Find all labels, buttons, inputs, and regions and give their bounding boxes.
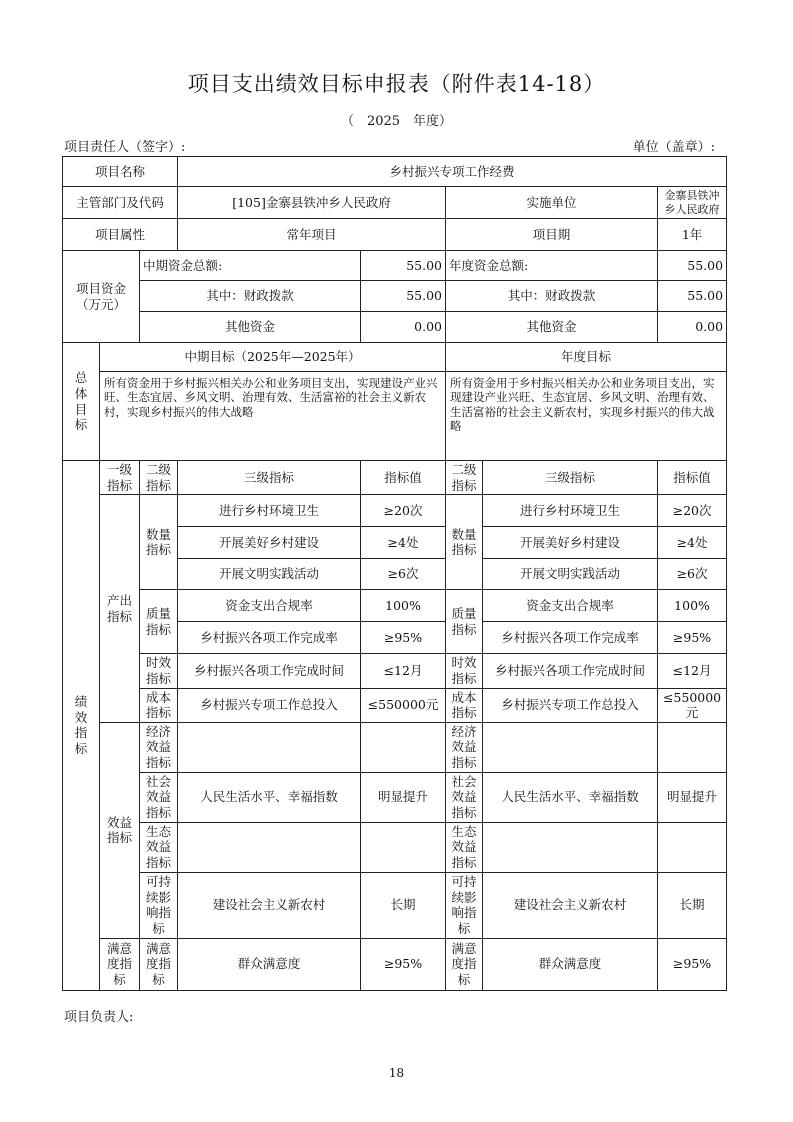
value-header-year: 指标值 bbox=[658, 461, 727, 495]
perf-indicators-label: 绩 效 指 标 bbox=[63, 461, 100, 991]
sustainable-label-year: 可持 续影 响指 标 bbox=[446, 872, 483, 938]
indicator-name: 乡村振兴专项工作总投入 bbox=[178, 688, 361, 722]
project-period-label: 项目期 bbox=[446, 219, 658, 251]
dept-label: 主管部门及代码 bbox=[63, 187, 178, 219]
indicator-name: 乡村振兴各项工作完成率 bbox=[483, 622, 658, 654]
indicator-name: 开展文明实践活动 bbox=[483, 559, 658, 590]
indicator-value: ≥20次 bbox=[658, 495, 727, 527]
indicator-name: 开展美好乡村建设 bbox=[483, 527, 658, 559]
benefit-indicators-label: 效益 指标 bbox=[100, 722, 140, 938]
indicator-name: 乡村振兴各项工作完成时间 bbox=[178, 654, 361, 688]
quantity-label-year: 数量 指标 bbox=[446, 495, 483, 590]
indicator-value: 长期 bbox=[658, 872, 727, 938]
indicator-value: ≥95% bbox=[658, 938, 727, 990]
satisfaction-sub-label-year: 满意 度指 标 bbox=[446, 938, 483, 990]
indicator-value: ≥95% bbox=[361, 622, 446, 654]
performance-target-table bbox=[62, 156, 727, 991]
indicator-name: 进行乡村环境卫生 bbox=[483, 495, 658, 527]
indicator-name: 建设社会主义新农村 bbox=[483, 872, 658, 938]
project-name-label: 项目名称 bbox=[63, 157, 178, 187]
indicator-value: 明显提升 bbox=[361, 772, 446, 822]
satisfaction-label: 满意 度指 标 bbox=[100, 938, 140, 990]
page-title: 项目支出绩效目标申报表（附件表14-18） bbox=[187, 72, 606, 96]
level3-header: 三级指标 bbox=[178, 461, 361, 495]
year-goal-text: 所有资金用于乡村振兴相关办公和业务项目支出，实现建设产业兴旺、生态宜居、乡风文明、治理有效、生活富裕的社会主义新农村，实现乡村振兴的伟大战略 bbox=[446, 372, 727, 461]
indicator-name: 乡村振兴各项工作完成率 bbox=[178, 622, 361, 654]
indicator-value: 100% bbox=[658, 590, 727, 622]
indicator-value: 100% bbox=[361, 590, 446, 622]
indicator-value: ≥6次 bbox=[361, 559, 446, 590]
level2-header-year: 二级 指标 bbox=[446, 461, 483, 495]
indicator-value: ≤550000元 bbox=[361, 688, 446, 722]
output-indicators-label: 产出 指标 bbox=[100, 495, 140, 723]
indicator-name: 开展美好乡村建设 bbox=[178, 527, 361, 559]
indicator-name: 资金支出合规率 bbox=[483, 590, 658, 622]
project-name-value: 乡村振兴专项工作经费 bbox=[178, 157, 727, 187]
indicator-name: 群众满意度 bbox=[178, 938, 361, 990]
empty-cell bbox=[178, 722, 361, 772]
indicator-name: 人民生活水平、幸福指数 bbox=[483, 772, 658, 822]
indicator-value: ≤12月 bbox=[361, 654, 446, 688]
funds-label: 项目资金 （万元） bbox=[63, 251, 140, 343]
mid-goal-header: 中期目标（2025年—2025年） bbox=[100, 343, 446, 372]
empty-cell bbox=[658, 822, 727, 872]
indicator-value: ≥95% bbox=[361, 938, 446, 990]
ecological-label: 生态 效益 指标 bbox=[140, 822, 178, 872]
empty-cell bbox=[361, 722, 446, 772]
year-other-value: 0.00 bbox=[658, 312, 727, 343]
unit-seal-label: 单位（盖章）: bbox=[632, 140, 715, 155]
mid-total-label: 中期资金总额: bbox=[140, 251, 361, 281]
project-period-value: 1年 bbox=[658, 219, 727, 251]
impl-unit-value: 金寨县铁冲乡人民政府 bbox=[658, 187, 727, 219]
dept-value: [105]金寨县铁冲乡人民政府 bbox=[178, 187, 446, 219]
owner-label: 项目责任人（签字）: bbox=[64, 140, 186, 155]
indicator-value: ≥4处 bbox=[658, 527, 727, 559]
indicator-name: 群众满意度 bbox=[483, 938, 658, 990]
quality-label-year: 质量 指标 bbox=[446, 590, 483, 654]
year-fiscal-label: 其中：财政拨款 bbox=[446, 281, 658, 312]
indicator-name: 进行乡村环境卫生 bbox=[178, 495, 361, 527]
indicator-value: 明显提升 bbox=[658, 772, 727, 822]
year-goal-header: 年度目标 bbox=[446, 343, 727, 372]
indicator-value: ≥4处 bbox=[361, 527, 446, 559]
year-total-label: 年度资金总额: bbox=[446, 251, 658, 281]
empty-cell bbox=[361, 822, 446, 872]
year-total-value: 55.00 bbox=[658, 251, 727, 281]
ecological-label-year: 生态 效益 指标 bbox=[446, 822, 483, 872]
level2-header: 二级 指标 bbox=[140, 461, 178, 495]
indicator-name: 建设社会主义新农村 bbox=[178, 872, 361, 938]
mid-fiscal-value: 55.00 bbox=[361, 281, 446, 312]
cost-label: 成本 指标 bbox=[140, 688, 178, 722]
page-number: 18 bbox=[388, 1066, 405, 1080]
timeliness-label: 时效 指标 bbox=[140, 654, 178, 688]
mid-goal-text: 所有资金用于乡村振兴相关办公和业务项目支出，实现建设产业兴旺、生态宜居、乡风文明、治理有效、生活富裕的社会主义新农村，实现乡村振兴的伟大战略 bbox=[100, 372, 446, 461]
sustainable-label: 可持 续影 响指 标 bbox=[140, 872, 178, 938]
mid-fiscal-label: 其中：财政拨款 bbox=[140, 281, 361, 312]
quantity-label: 数量 指标 bbox=[140, 495, 178, 590]
value-header: 指标值 bbox=[361, 461, 446, 495]
project-attr-value: 常年项目 bbox=[178, 219, 446, 251]
level1-header: 一级 指标 bbox=[100, 461, 140, 495]
empty-cell bbox=[483, 722, 658, 772]
indicator-name: 开展文明实践活动 bbox=[178, 559, 361, 590]
project-attr-label: 项目属性 bbox=[63, 219, 178, 251]
year-other-label: 其他资金 bbox=[446, 312, 658, 343]
level3-header-year: 三级指标 bbox=[483, 461, 658, 495]
social-label: 社会 效益 指标 bbox=[140, 772, 178, 822]
satisfaction-sub-label: 满意 度指 标 bbox=[140, 938, 178, 990]
year-fiscal-value: 55.00 bbox=[658, 281, 727, 312]
indicator-value: ≥95% bbox=[658, 622, 727, 654]
indicator-value: 长期 bbox=[361, 872, 446, 938]
economic-label: 经济 效益 指标 bbox=[140, 722, 178, 772]
quality-label: 质量 指标 bbox=[140, 590, 178, 654]
indicator-value: ≤550000 元 bbox=[658, 688, 727, 722]
mid-total-value: 55.00 bbox=[361, 251, 446, 281]
social-label-year: 社会 效益 指标 bbox=[446, 772, 483, 822]
mid-other-value: 0.00 bbox=[361, 312, 446, 343]
indicator-name: 乡村振兴各项工作完成时间 bbox=[483, 654, 658, 688]
fiscal-year: （ 2025 年度） bbox=[340, 114, 453, 129]
economic-label-year: 经济 效益 指标 bbox=[446, 722, 483, 772]
indicator-value: ≥6次 bbox=[658, 559, 727, 590]
indicator-value: ≥20次 bbox=[361, 495, 446, 527]
cost-label-year: 成本 指标 bbox=[446, 688, 483, 722]
project-leader-label: 项目负责人: bbox=[64, 1010, 134, 1025]
mid-other-label: 其他资金 bbox=[140, 312, 361, 343]
empty-cell bbox=[658, 722, 727, 772]
indicator-name: 乡村振兴专项工作总投入 bbox=[483, 688, 658, 722]
indicator-name: 人民生活水平、幸福指数 bbox=[178, 772, 361, 822]
empty-cell bbox=[178, 822, 361, 872]
overall-goals-label: 总 体 目 标 bbox=[63, 343, 100, 461]
indicator-value: ≤12月 bbox=[658, 654, 727, 688]
empty-cell bbox=[483, 822, 658, 872]
impl-unit-label: 实施单位 bbox=[446, 187, 658, 219]
timeliness-label-year: 时效 指标 bbox=[446, 654, 483, 688]
indicator-name: 资金支出合规率 bbox=[178, 590, 361, 622]
